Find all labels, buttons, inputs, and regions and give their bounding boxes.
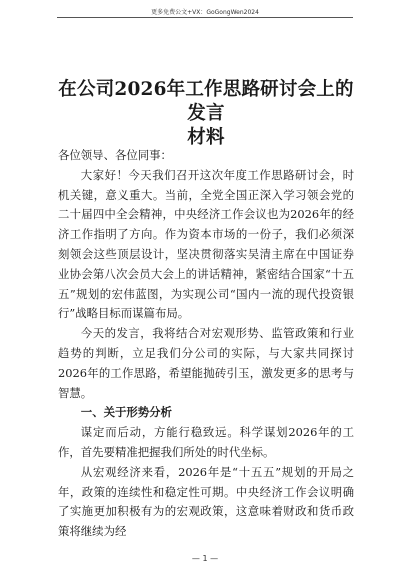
title-line-1: 在公司2026年工作思路研讨会上的发言 xyxy=(58,79,354,124)
paragraph-opening: 大家好！今天我们召开这次年度工作思路研讨会，时机关键，意义重大。当前，全党全国正深入学习领会党的二十届四中全会精神，中央经济工作会议也为2026年的经济工作指明了方向。作为资本市场的一份子，我们必须深刻领会这些顶层设计，坚决贯彻落实吴清主席在中国证券业协会第八次会员大会上的讲话精神，紧密结合国家“十五五”规划的宏伟蓝图，为实现公司“国内一流的现代投资银行”战略目标而谋篇布局。 xyxy=(58,167,354,321)
header-note: 更多免费公文+VX：GoGongWen2024 xyxy=(151,9,259,16)
document-title xyxy=(58,78,354,150)
section-heading-1: 一、关于形势分析 xyxy=(80,405,172,420)
section-1-paragraph-1: 谋定而后动，方能行稳致远。科学谋划2026年的工作，首先要精准把握我们所处的时代坐标。 xyxy=(58,425,354,459)
section-1-paragraph-2: 从宏观经济来看，2026年是“十五五”规划的开局之年，政策的连续性和稳定性可期。中央经济工作会议明确了实施更加积极有为的宏观政策，这意味着财政和货币政策将继续为经 xyxy=(58,464,354,539)
document-body xyxy=(58,146,354,542)
page-number: — 1 — xyxy=(191,554,219,563)
header-divider xyxy=(57,17,353,18)
paragraph-intro: 今天的发言，我将结合对宏观形势、监管政策和行业趋势的判断，立足我们分公司的实际，与大家共同探讨2026年的工作思路，希望能抛砖引玉，激发更多的思考与智慧。 xyxy=(58,326,354,400)
title-line-2: 材料 xyxy=(187,127,225,148)
salutation: 各位领导、各位同事： xyxy=(58,148,172,162)
